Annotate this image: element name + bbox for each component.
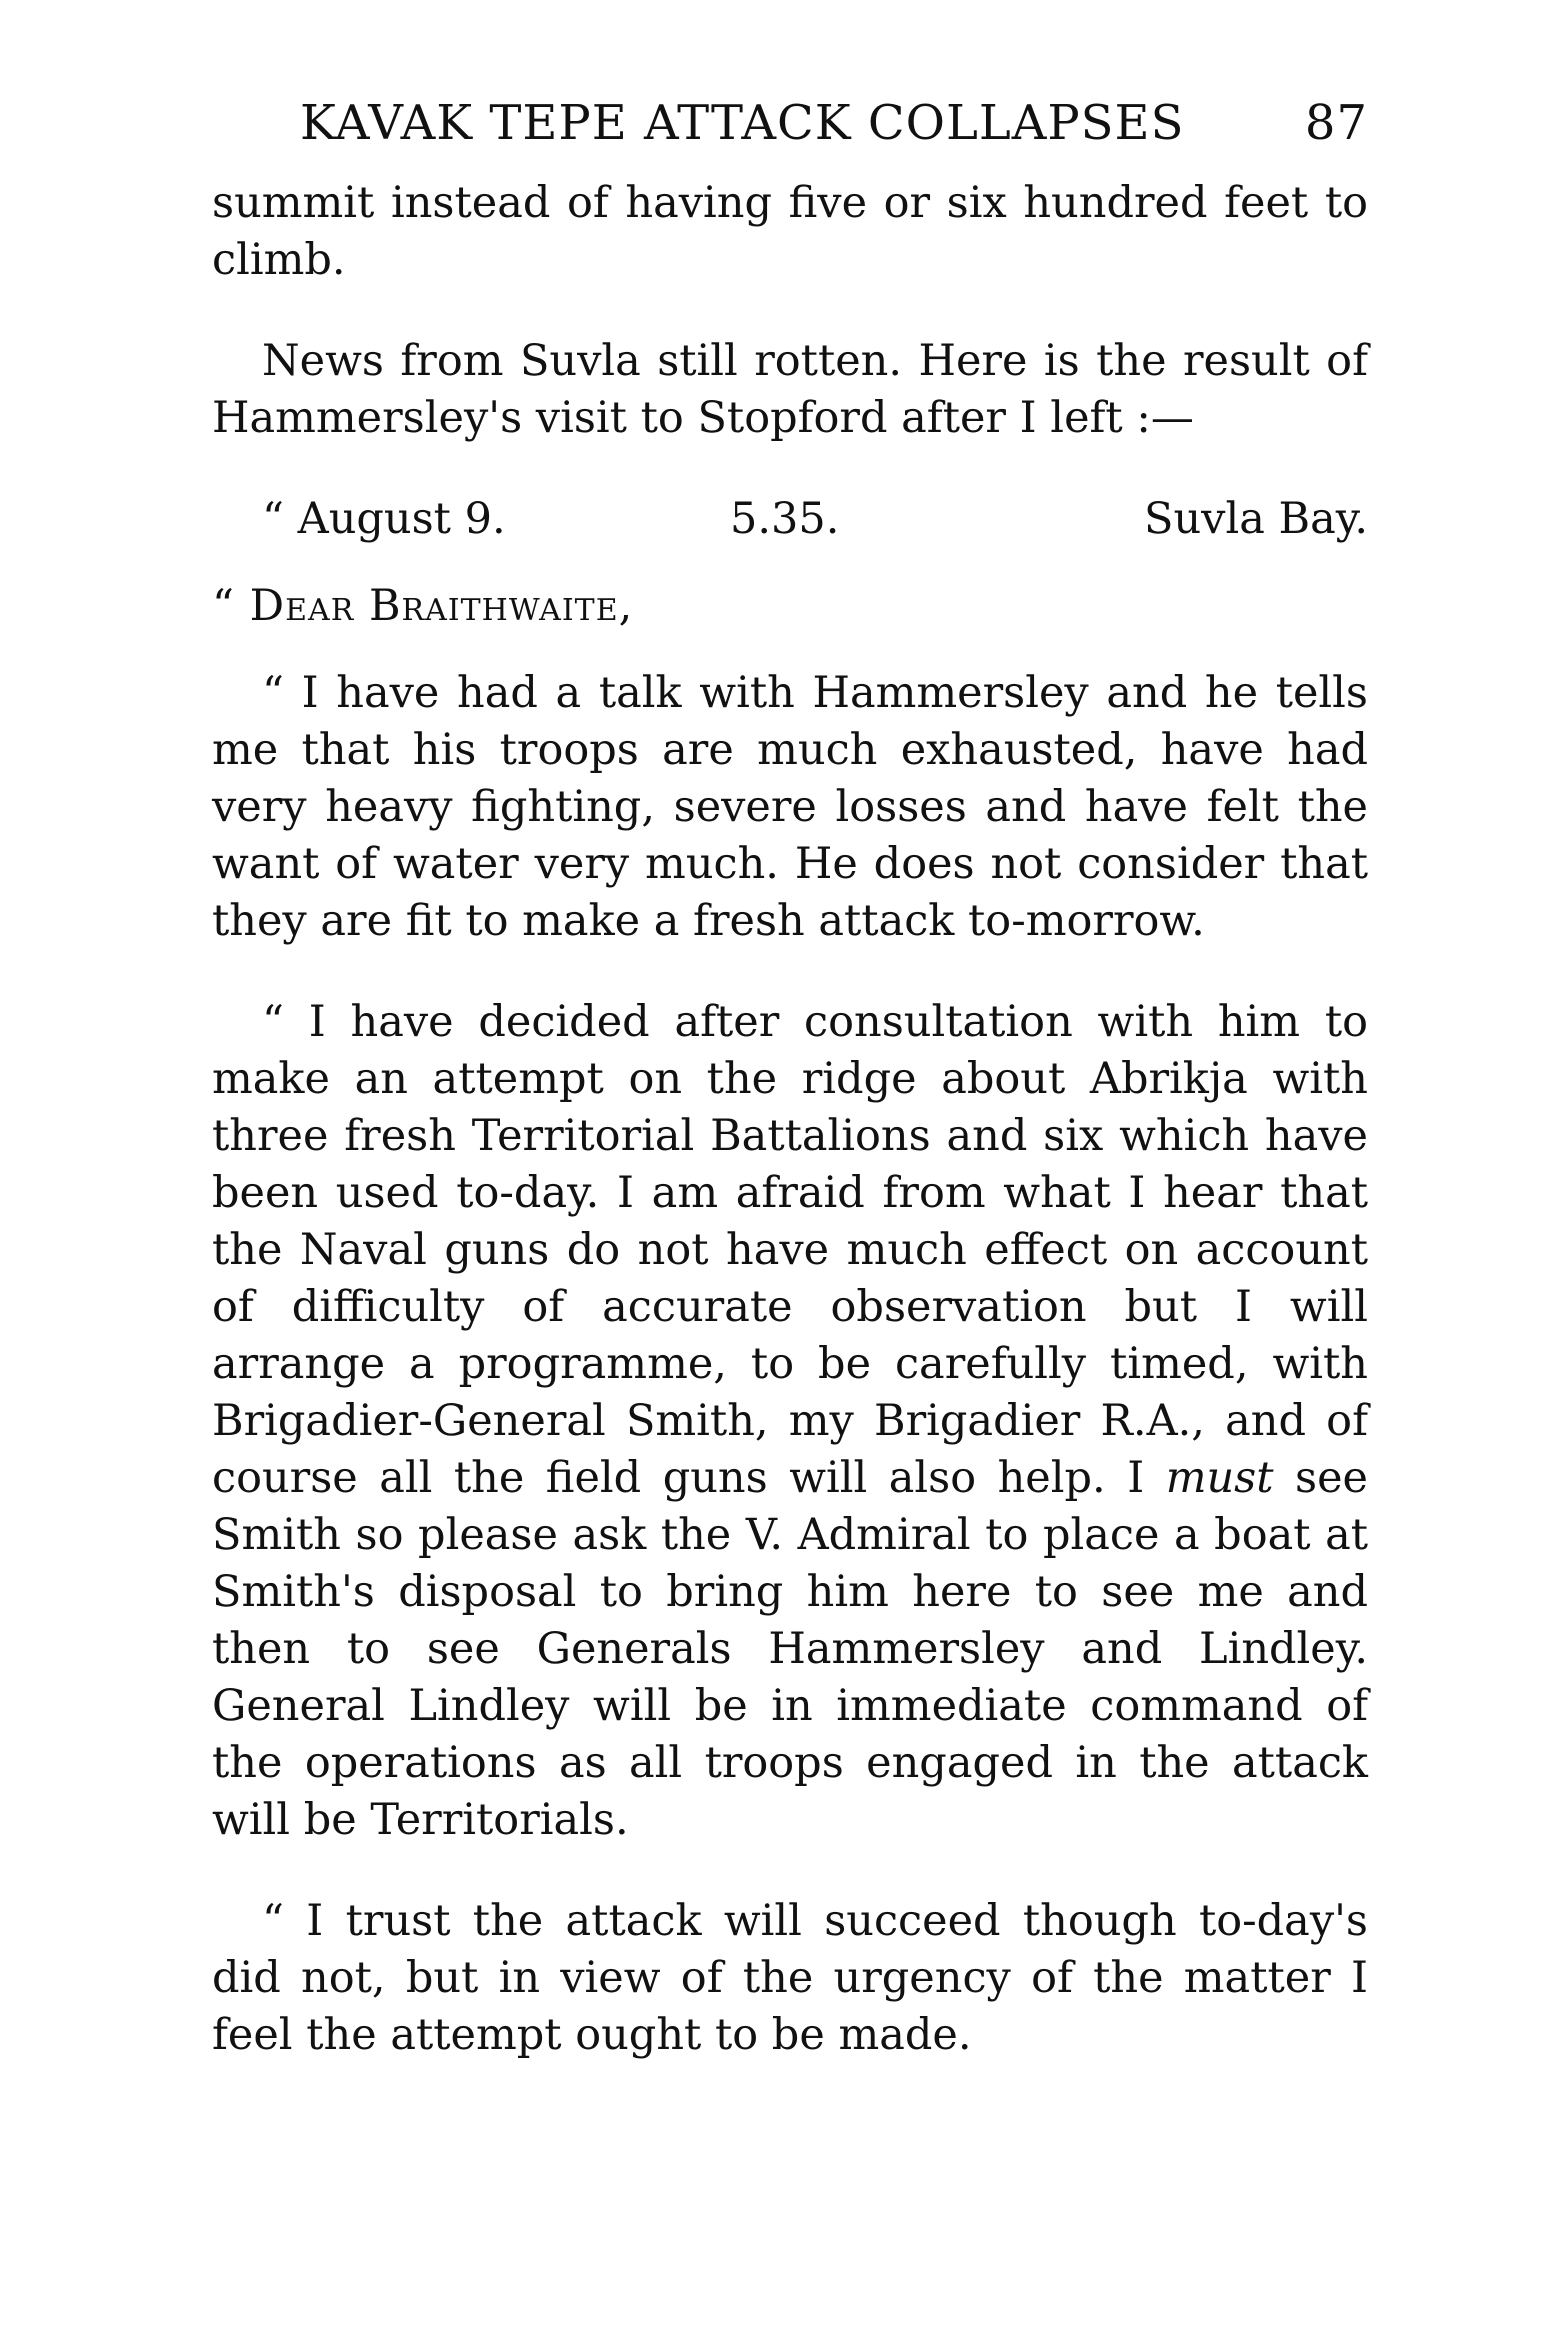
letter-paragraph-2-end: see Smith so please ask the V. Admiral to place a boat at Smith's disposal to bring him here to see me and then to see Generals Hammersley and Lindley. General Lindley will be in immediate command of the operations as all troops engaged in the attack will be Territorials. — [212, 1453, 1368, 1845]
letter-place: Suvla Bay. — [1144, 494, 1368, 544]
letter-paragraph-2-start: “ I have decided after consultation with him to make an attempt on the ridge about Abrikja with three fresh Territorial Battalions and six which have been used to-day. I am afraid from what I hear that the Naval guns do not have much effect on account of difficulty of accurate observation but I will arrange a programme, to be carefully timed, with Brigadier-General Smith, my Brigadier R.A., and of course all the field guns will also help. I — [212, 997, 1368, 1503]
chapter-running-title: KAVAK TEPE ATTACK COLLAPSES — [300, 95, 1185, 151]
paragraph-suvla-news: News from Suvla still rotten. Here is the result of Hammersley's visit to Stopford after I left :— — [212, 336, 1368, 443]
letter-paragraph-1: “ I have had a talk with Hammersley and he tells me that his troops are much exhausted, have had very heavy fighting, severe losses and have felt the want of water very much. He does not consider that they are fit to make a fresh attack to-morrow. — [212, 668, 1368, 946]
paragraph-continuation: summit instead of having five or six hundred feet to climb. — [212, 178, 1368, 285]
letter-date: “ August 9. — [262, 494, 506, 544]
page-number: 87 — [1304, 95, 1368, 151]
page-body — [212, 175, 1368, 2064]
letter-salutation: “ Dear Braithwaite, — [212, 581, 634, 631]
letter-paragraph-2 — [212, 994, 1368, 1849]
letter-paragraph-3: “ I trust the attack will succeed though to-day's did not, but in view of the urgency of the matter I feel the attempt ought to be made. — [212, 1896, 1368, 2060]
italic-emphasis: must — [1165, 1453, 1274, 1503]
letter-dateline — [212, 491, 1368, 548]
running-head — [300, 88, 1368, 158]
letter-time: 5.35. — [730, 494, 840, 544]
